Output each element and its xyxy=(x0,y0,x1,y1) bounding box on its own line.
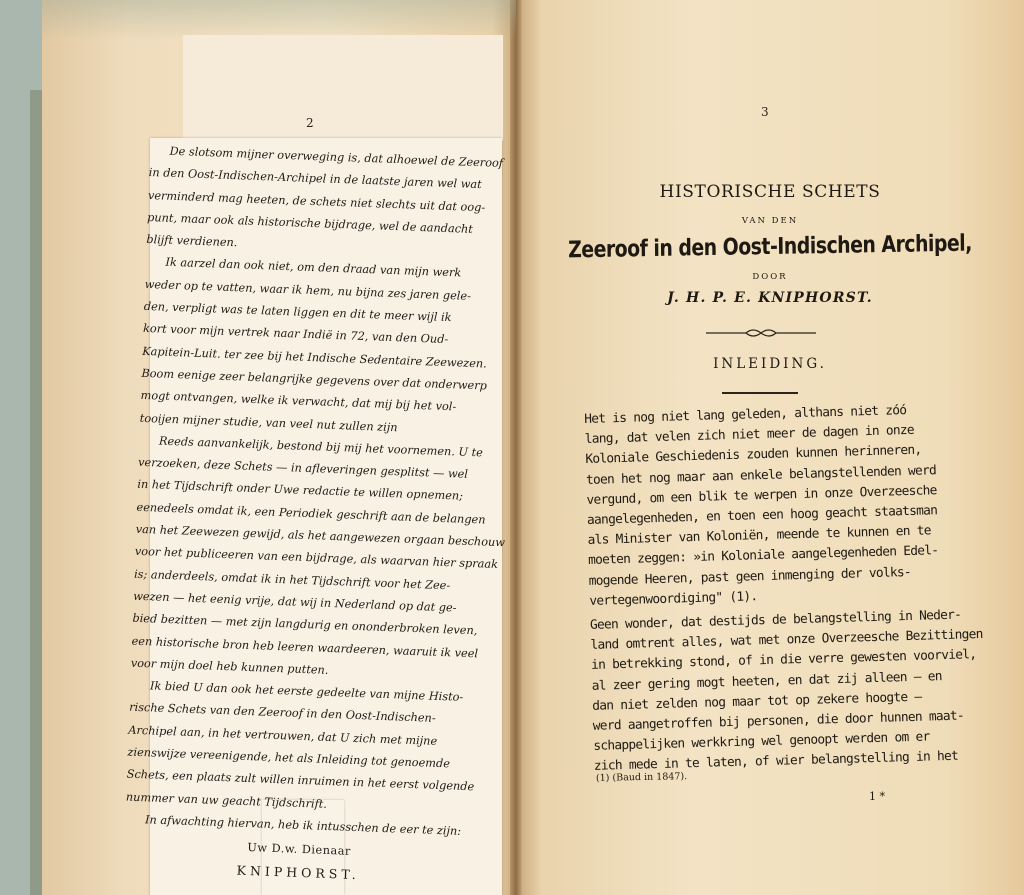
body-line: al zeer gering mogt heeten, en dat zij alleen — en xyxy=(591,668,943,694)
letter-line: Archipel aan, in het vertrouwen, dat U zich met mijne xyxy=(128,723,438,748)
letter-line: blijft verdienen. xyxy=(146,233,238,250)
body-line: vertegenwoordiging" (1). xyxy=(589,589,758,609)
body-line: toen het nog maar aan enkele belangstellenden werd xyxy=(585,462,937,488)
title-door: DOOR xyxy=(752,272,788,282)
body-line: vergund, om een blik te werpen in onze Overzeesche xyxy=(586,483,937,508)
letter-line: Ik bied U dan ook het eerste gedeelte van mijne Histo- xyxy=(149,679,464,704)
section-rule xyxy=(722,392,798,394)
title-van-den: VAN DEN xyxy=(741,216,799,226)
body-line: Geen wonder, dat destijds de belangstelling in Neder- xyxy=(589,607,962,633)
letter-closing: Uw D.w. Dienaar xyxy=(247,841,352,859)
letter-line: eenedeels omdat ik, een Periodiek geschrift aan de belangen xyxy=(136,500,486,527)
letter-line: verminderd mag heeten, de schets niet slechts uit dat oog- xyxy=(147,188,486,214)
pasted-paper-top xyxy=(183,35,503,141)
body-line: land omtrent alles, wat met onze Overzeesche Bezittingen xyxy=(590,627,983,654)
ornament-divider-icon xyxy=(706,326,816,340)
letter-line: Boom eenige zeer belangrijke gegevens over dat onderwerp xyxy=(141,366,488,393)
main-title: Zeeroof in den Oost-Indischen Archipel, xyxy=(567,230,973,264)
letter-line: den, verpligt was te laten liggen en dit te meer wijl ik xyxy=(143,299,452,325)
author-name: J. H. P. E. KNIPHORST. xyxy=(667,290,873,306)
letter-line: wezen — het eenig vrije, dat wij in Nederland op dat ge- xyxy=(133,589,457,615)
letter-line: Ik aarzel dan ook niet, om den draad van mijn werk xyxy=(165,256,462,280)
letter-line: bied bezitten — met zijn langdurig en ononderbroken leven, xyxy=(132,611,478,638)
body-line: moeten zeggen: »in Koloniale aangelegenheden Edel- xyxy=(588,543,939,569)
letter-line: een historische bron heb leeren waardeeren, waaruit ik veel xyxy=(131,634,479,660)
section-heading: INLEIDING. xyxy=(713,356,827,372)
body-text xyxy=(584,400,983,778)
book-gutter xyxy=(510,0,522,895)
letter-line: In afwachting hiervan, heb ik intusschen de eer te zijn: xyxy=(144,813,462,838)
letter-line: nummer van uw geacht Tijdschrift. xyxy=(125,790,328,811)
body-line: aangelegenheden, en toen een hoog geacht staatsman xyxy=(586,503,938,528)
body-line: dan niet zelden nog maar tot op zekere hoogte — xyxy=(592,689,922,714)
body-line: Koloniale Geschiedenis zouden kunnen herinneren, xyxy=(585,443,922,468)
body-line: schappelijken werkkring wel genoopt werden om er xyxy=(593,729,930,755)
letter-line: is; anderdeels, omdat ik in het Tijdschrift voor het Zee- xyxy=(133,567,451,592)
letter-line: kort voor mijn vertrek naar Indië in 72, van den Oud- xyxy=(142,322,449,347)
body-line: als Minister van Koloniën, meende te kunnen en te xyxy=(587,523,931,549)
letter-text xyxy=(123,140,506,890)
letter-line: Reeds aanvankelijk, bestond bij mij het voornemen. U te xyxy=(158,434,484,460)
body-line: zich mede in te laten, of wier belangstelling in het xyxy=(593,749,959,775)
letter-line: weder op te vatten, waar ik hem, nu bijna zes jaren gele- xyxy=(144,277,472,303)
letter-signature: KNIPHORST. xyxy=(236,862,361,882)
letter-line: voor het publiceeren van een bijdrage, als waarvan hier spraak xyxy=(134,545,499,572)
body-line: mogende Heeren, past geen inmenging der volks- xyxy=(588,564,912,589)
footnote: (1) (Baud in 1847). xyxy=(595,771,688,784)
letter-line: in het Tijdschrift onder Uwe redactie te willen opnemen; xyxy=(137,478,464,504)
letter-line: De slotsom mijner overweging is, dat alhoewel de Zeeroof xyxy=(169,144,504,170)
letter-line: zienswijze vereenigende, het als Inleiding tot genoemde xyxy=(127,745,451,771)
letter-line: in den Oost-Indischen-Archipel in de laatste jaren wel wat xyxy=(148,166,482,192)
letter-line: Kapitein-Luit. ter zee bij het Indische Sedentaire Zeewezen. xyxy=(142,344,488,371)
letter-line: rische Schets van den Zeeroof in den Oost-Indischen- xyxy=(128,701,436,726)
letter-line: punt, maar ook als historische bijdrage, wel de aandacht xyxy=(146,210,474,236)
body-line: lang, dat velen zich niet meer de dagen in onze xyxy=(584,423,915,448)
body-line: Het is nog niet lang geleden, althans niet zóó xyxy=(584,403,907,427)
body-line: werd aangetroffen bij personen, die door hunnen maat- xyxy=(592,708,965,734)
left-page-number: 2 xyxy=(306,116,314,130)
letter-line: verzoeken, deze Schets — in afleveringen gesplitst — wel xyxy=(137,455,469,482)
page-stain xyxy=(42,0,516,40)
right-page-number: 3 xyxy=(761,105,769,119)
letter-line: tooijen mijner studie, van veel nut zullen zijn xyxy=(139,411,398,434)
letter-line: van het Zeewezen gewijd, als het aangewezen orgaan beschouw xyxy=(135,522,506,550)
signature-mark: 1 * xyxy=(869,790,885,803)
body-line: in betrekking stond, of in die verre gewesten voorviel, xyxy=(590,647,977,674)
title-historische-schets: HISTORISCHE SCHETS xyxy=(659,182,881,202)
letter-line: mogt ontvangen, welke ik verwacht, dat mij bij het vol- xyxy=(140,389,457,414)
letter-line: voor mijn doel heb kunnen putten. xyxy=(130,656,329,677)
letter-line: Schets, een plaats zult willen inruimen in het eerst volgende xyxy=(126,767,475,794)
